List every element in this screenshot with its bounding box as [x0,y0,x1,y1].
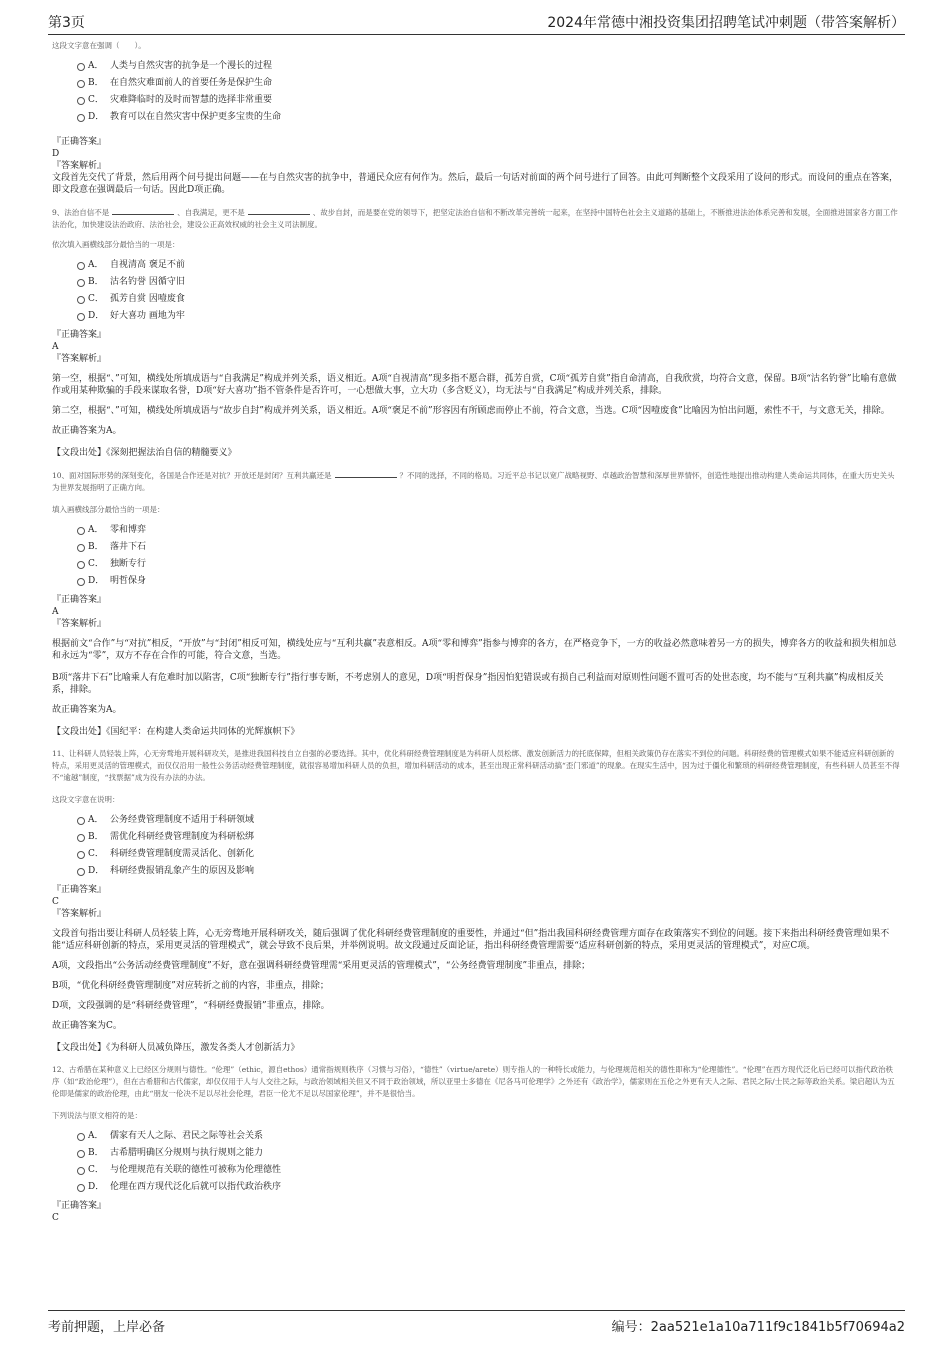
q10-answer-label: 『正确答案』 [52,595,107,605]
q9-analysis-label: 『答案解析』 [52,354,107,364]
q11-conclusion: 故正确答案为C。 [52,1021,122,1031]
radio-icon[interactable] [77,296,85,304]
radio-icon[interactable] [77,313,85,321]
q10-conclusion: 故正确答案为A。 [52,705,122,715]
q10-option-b[interactable]: B． 落井下石 [52,539,900,556]
q9-prompt: 依次填入画横线部分最恰当的一项是： [52,240,180,249]
q9-analysis-1: 第一空，根据“、”可知，横线处所填成语与“自我满足”构成并列关系，语义相近。A项“自视清高”现多指不愿合群，孤芳自赏，C项“孤芳自赏”指自命清高，自我欣赏，均符合文意，保留。B项“沽名钓誉”比喻有意做作或用某种欺骗的手段来谋取名誉，D项“好大喜功”指不管条件是否许可，一心想做大事，立大功（多含贬义），均无法与“自我满足”构成并列关系，排除。 [52,374,897,396]
q11-option-a[interactable]: A． 公务经费管理制度不适用于科研领域 [52,812,900,829]
q8-answer-label: 『正确答案』 [52,137,107,147]
q11-prompt: 这段文字意在说明： [52,795,120,804]
q11-analysis-3: B项，“优化科研经费管理制度”对应转折之前的内容，非重点，排除； [52,981,329,991]
q10-stem: 10、面对国际形势的深刻变化，各国是合作还是对抗？开放还是封闭？互利共赢还是 ？不同的选择，不同的格局。习近平总书记以宽广战略视野、卓越政治智慧和深厚世界情怀，创造性地提出推动构建人类命运共同体，在重大历史关头为世界发展指明了正确方向。 [52,471,895,492]
page-header [48,10,905,35]
q12-options [52,1128,900,1196]
q10-analysis-label: 『答案解析』 [52,619,107,629]
q11-source: 【文段出处】《为科研人员减负降压，激发各类人才创新活力》 [52,1043,300,1053]
q9-source: 【文段出处】《深刻把握法治自信的精髓要义》 [52,448,237,458]
q12-prompt: 下列说法与原文相符的是： [52,1111,142,1120]
q9-answer: A [52,342,59,352]
q11-analysis-4: D项，文段强调的是“科研经费管理”，“科研经费报销”非重点，排除。 [52,1001,330,1011]
q10-analysis-2: B项“落井下石”比喻乘人有危难时加以陷害，C项“独断专行”指行事专断，不考虑别人的意见，D项“明哲保身”指因怕犯错误或有损自己利益而对原则性问题不置可否的处世态度，均不能与“互利共赢”构成相反关系，排除。 [52,673,884,695]
radio-icon[interactable] [77,262,85,270]
radio-icon[interactable] [77,851,85,859]
q11-analysis-2: A项，文段指出“公务活动经费管理制度”不好，意在强调科研经费管理需“采用更灵活的管理模式”，“公务经费管理制度”非重点，排除； [52,961,591,971]
radio-icon[interactable] [77,578,85,586]
q9-answer-label: 『正确答案』 [52,330,107,340]
q8-analysis-label: 『答案解析』 [52,161,107,171]
q9-analysis-2: 第二空，根据“、”可知，横线处所填成语与“故步自封”构成并列关系，语义相近。A项“褒足不前”形容因有所顾虑而停止不前，符合文意，当选。C项“因噎废食”比喻因为怕出问题，索性不干，与文意无关，排除。 [52,406,890,416]
radio-icon[interactable] [77,817,85,825]
q11-analysis-1: 文段首句指出要让科研人员轻装上阵，心无旁骛地开展科研攻关，随后强调了优化科研经费管理制度的重要性，并通过“但”指出我国科研经费管理方面存在政策落实不到位的问题。接下来指出科研经费管理如果不能“适应科研创新的特点，采用更灵活的管理模式”，就会导致不良后果，并举例说明。故文段通过反面论证，指出科研经费管理需要“适应科研创新的特点，采用更灵活的管理模式”，对应C项。 [52,929,890,951]
q11-stem: 11、让科研人员轻装上阵，心无旁骛地开展科研攻关，是推进我国科技自立自强的必要选择。其中，优化科研经费管理制度是为科研人员松绑、激发创新活力的托底保障，但相关政策仍存在落实不到位的问题。科研经费的管理模式如果不能适应科研创新的特点，采用更灵活的管理模式，而仅仅沿用一般性公务活动经费管理制度，就很容易增加科研人员的负担，增加科研活动的成本，甚至出现正常科研活动搞“歪门邪道”的现象。在现实生活中，因为过于僵化和繁琐的科研经费管理制度，有些科研人员甚至不得不“逾越”制度，“找票据”成为没有办法的办法。 [52,749,900,782]
page-number: 第3页 [48,15,85,31]
q8-answer: D [52,149,60,159]
q11-analysis-label: 『答案解析』 [52,909,107,919]
radio-icon[interactable] [77,1150,85,1158]
document-title: 2024年常德中湘投资集团招聘笔试冲刺题（带答案解析） [547,15,905,31]
radio-icon[interactable] [77,63,85,71]
q10-blank [335,469,397,478]
q9-option-d[interactable]: D． 好大喜功 画地为牢 [52,308,900,325]
q12-option-a[interactable]: A． 儒家有天人之际、君民之际等社会关系 [52,1128,900,1145]
q9-stem: 9、法治自信不是 、自我满足，更不是 、故步自封，而是要在党的领导下，把坚定法治自信和不断改革完善统一起来，在坚持中国特色社会主义道路的基础上，不断推进法治体系完善和发展，全面推进国家各方面工作法治化，加快建设法治政府、法治社会，建设公正高效权威的社会主义司法制度。 [52,208,898,229]
radio-icon[interactable] [77,527,85,535]
q11-option-d[interactable]: D． 科研经费报销乱象产生的原因及影响 [52,863,900,880]
q10-answer: A [52,607,59,617]
q8-option-d[interactable]: D． 教育可以在自然灾害中保护更多宝贵的生命 [52,109,900,126]
q8-options [52,58,900,126]
q11-option-b[interactable]: B． 需优化科研经费管理制度为科研松绑 [52,829,900,846]
q11-answer: C [52,897,59,907]
radio-icon[interactable] [77,1184,85,1192]
radio-icon[interactable] [77,544,85,552]
q9-blank-2 [248,206,310,215]
q12-option-b[interactable]: B． 古希腊明确区分规则与执行规则之能力 [52,1145,900,1162]
radio-icon[interactable] [77,80,85,88]
q8-prompt: 这段文字意在强调（ ）。 [52,41,146,50]
footer-serial: 编号：2aa521e1a10a711f9c1841b5f70694a2 [611,1320,905,1335]
q10-options [52,522,900,590]
q9-options [52,257,900,325]
q12-option-d[interactable]: D． 伦理在西方现代泛化后就可以指代政治秩序 [52,1179,900,1196]
radio-icon[interactable] [77,834,85,842]
q10-option-a[interactable]: A． 零和博弈 [52,522,900,539]
q9-option-b[interactable]: B． 沽名钓誉 因循守旧 [52,274,900,291]
q8-option-b[interactable]: B． 在自然灾难面前人的首要任务是保护生命 [52,75,900,92]
q12-stem: 12、古希腊在某种意义上已经区分规则与德性。“伦理”（ethic，源自ethos）通常指规则秩序（习惯与习俗），“德性”（virtue/arete）则专指人的一种特长或能力，与伦理规范相关的德性即称为“伦理德性”。“伦理”在西方现代泛化后已经可以指代政治秩序（如“政治伦理”），但在古希腊和古代儒家，却仅仅用于人与人交往之际，与政治领域相关但又不同于政治领域，所以亚里士多德在《尼各马可伦理学》之外还有《政治学》，儒家则在五伦之外更有天人之际、君民之际/士民之际等政治关系。梁启超认为五伦即是儒家的政治伦理，由此“朋友一伦决不足以尽社会伦理，君臣一伦尤不足以尽国家伦理”，并不是很恰当。 [52,1065,895,1098]
footer-slogan: 考前押题，上岸必备 [48,1320,166,1335]
q12-answer: C [52,1213,59,1223]
radio-icon[interactable] [77,561,85,569]
q9-option-a[interactable]: A． 自视清高 褒足不前 [52,257,900,274]
q10-prompt: 填入画横线部分最恰当的一项是： [52,505,165,514]
q8-option-a[interactable]: A． 人类与自然灾害的抗争是一个漫长的过程 [52,58,900,75]
q10-option-c[interactable]: C． 独断专行 [52,556,900,573]
q9-option-c[interactable]: C． 孤芳自赏 因噎废食 [52,291,900,308]
radio-icon[interactable] [77,868,85,876]
q8-option-c[interactable]: C． 灾难降临时的及时而智慧的选择非常重要 [52,92,900,109]
q9-conclusion: 故正确答案为A。 [52,426,122,436]
q11-answer-label: 『正确答案』 [52,885,107,895]
q10-option-d[interactable]: D． 明哲保身 [52,573,900,590]
q12-option-c[interactable]: C． 与伦理规范有关联的德性可被称为伦理德性 [52,1162,900,1179]
q11-option-c[interactable]: C． 科研经费管理制度需灵活化、创新化 [52,846,900,863]
radio-icon[interactable] [77,1133,85,1141]
radio-icon[interactable] [77,1167,85,1175]
radio-icon[interactable] [77,114,85,122]
q11-options [52,812,900,880]
q12-answer-label: 『正确答案』 [52,1201,107,1211]
q10-analysis-1: 根据前文“合作”与“对抗”相反，“开放”与“封闭”相反可知，横线处应与“互利共赢”表意相反。A项“零和博弈”指参与博弈的各方，在严格竞争下，一方的收益必然意味着另一方的损失，博弈各方的收益和损失相加总和永远为“零”，双方不存在合作的可能，符合文意，当选。 [52,639,897,661]
q10-source: 【文段出处】《国纪平：在构建人类命运共同体的光辉旗帜下》 [52,727,300,737]
q9-blank-1 [112,206,174,215]
page-footer [48,1310,905,1339]
radio-icon[interactable] [77,97,85,105]
radio-icon[interactable] [77,279,85,287]
q8-analysis: 文段首先交代了背景，然后用两个问号提出问题——在与自然灾害的抗争中，普通民众应有何作为。然后，最后一句话对前面的两个问号进行了回答。由此可判断整个文段采用了设问的形式。而设问的重点在答案，即文段意在强调最后一句话。因此D项正确。 [52,173,899,195]
page-content [52,40,900,1224]
